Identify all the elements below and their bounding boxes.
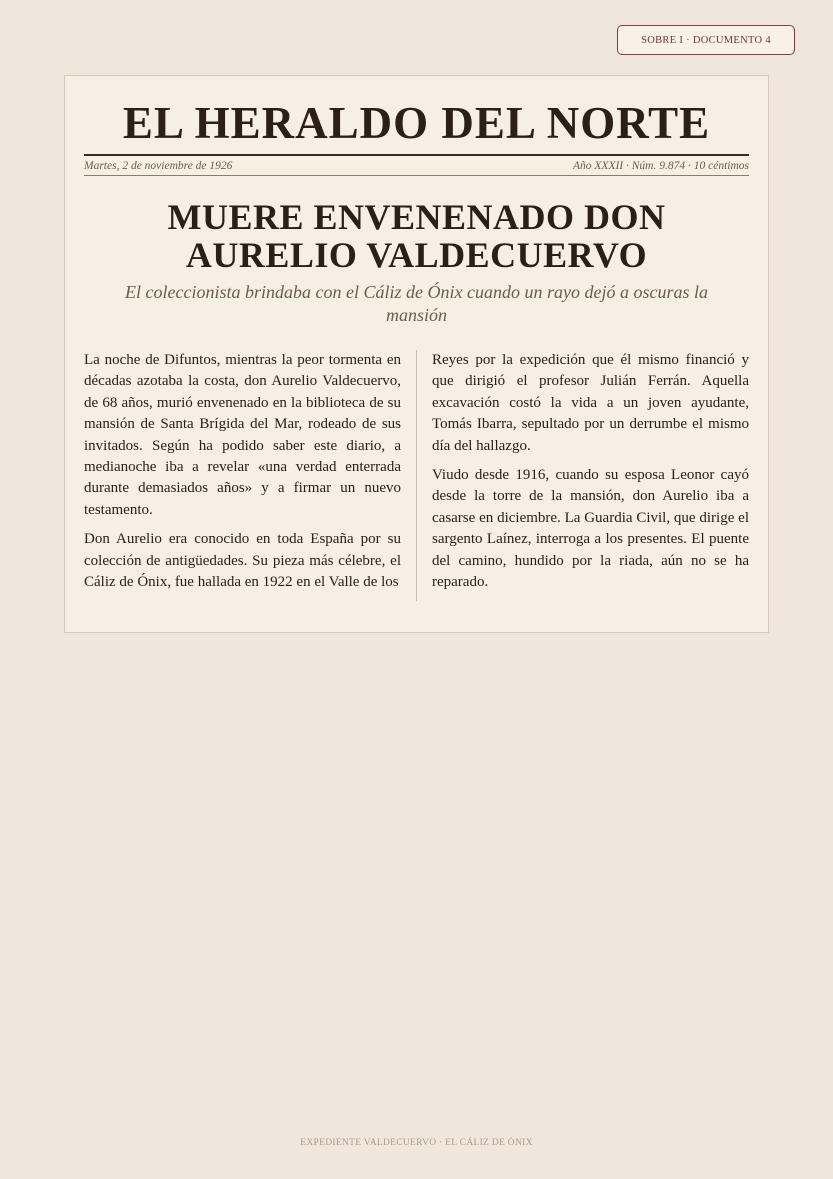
article-paragraph: Reyes por la expedición que él mismo financió y que dirigió el profesor Julián Ferrán. Aquella excavación costó la vida a un joven ayudante, Tomás Ibarra, sepultado por un derrumbe el mismo día del hallazgo. xyxy=(432,352,749,454)
article-headline: MUERE ENVENENADO DON AURELIO VALDECUERVO xyxy=(167,197,666,275)
page-footer: EXPEDIENTE VALDECUERVO · EL CÁLIZ DE ÓNIX xyxy=(300,1138,533,1148)
article-column-left xyxy=(84,350,416,601)
article-column-right xyxy=(416,350,749,601)
issue-number: Año XXXII · Núm. 9.874 · 10 céntimos xyxy=(573,160,749,172)
dateline-rule xyxy=(84,175,749,176)
article-paragraph: Viudo desde 1916, cuando su esposa Leonor cayó desde la torre de la mansión, don Aurelio iba a casarse en diciembre. La Guardia Civil, que dirige el sargento Laínez, interroga a los presentes. El puente del camino, hundido por la riada, aún no se ha reparado. xyxy=(432,467,749,591)
newspaper-masthead: EL HERALDO DEL NORTE xyxy=(122,98,711,148)
article-paragraph: La noche de Difuntos, mientras la peor tormenta en décadas azotaba la costa, don Aurelio Valdecuervo, de 68 años, murió envenenado en la biblioteca de su mansión de Santa Brígida del Mar, rodeado de sus invitados. Según ha podido saber este diario, a medianoche iba a revelar «una verdad enterrada durante demasiados años» y a firmar un nuevo testamento. xyxy=(84,352,401,518)
document-tag xyxy=(617,25,795,55)
newspaper-clipping xyxy=(64,75,769,633)
issue-date: Martes, 2 de noviembre de 1926 xyxy=(84,160,233,172)
document-tag-label: SOBRE I · DOCUMENTO 4 xyxy=(641,34,771,46)
article-subheadline: El coleccionista brindaba con el Cáliz de Ónix cuando un rayo dejó a oscuras la mansión xyxy=(125,282,708,325)
article-body xyxy=(84,350,749,601)
dateline xyxy=(84,156,749,175)
article-paragraph: Don Aurelio era conocido en toda España por su colección de antigüedades. Su pieza más célebre, el Cáliz de Ónix, fue hallada en 1922 en el Valle de los xyxy=(84,531,401,591)
